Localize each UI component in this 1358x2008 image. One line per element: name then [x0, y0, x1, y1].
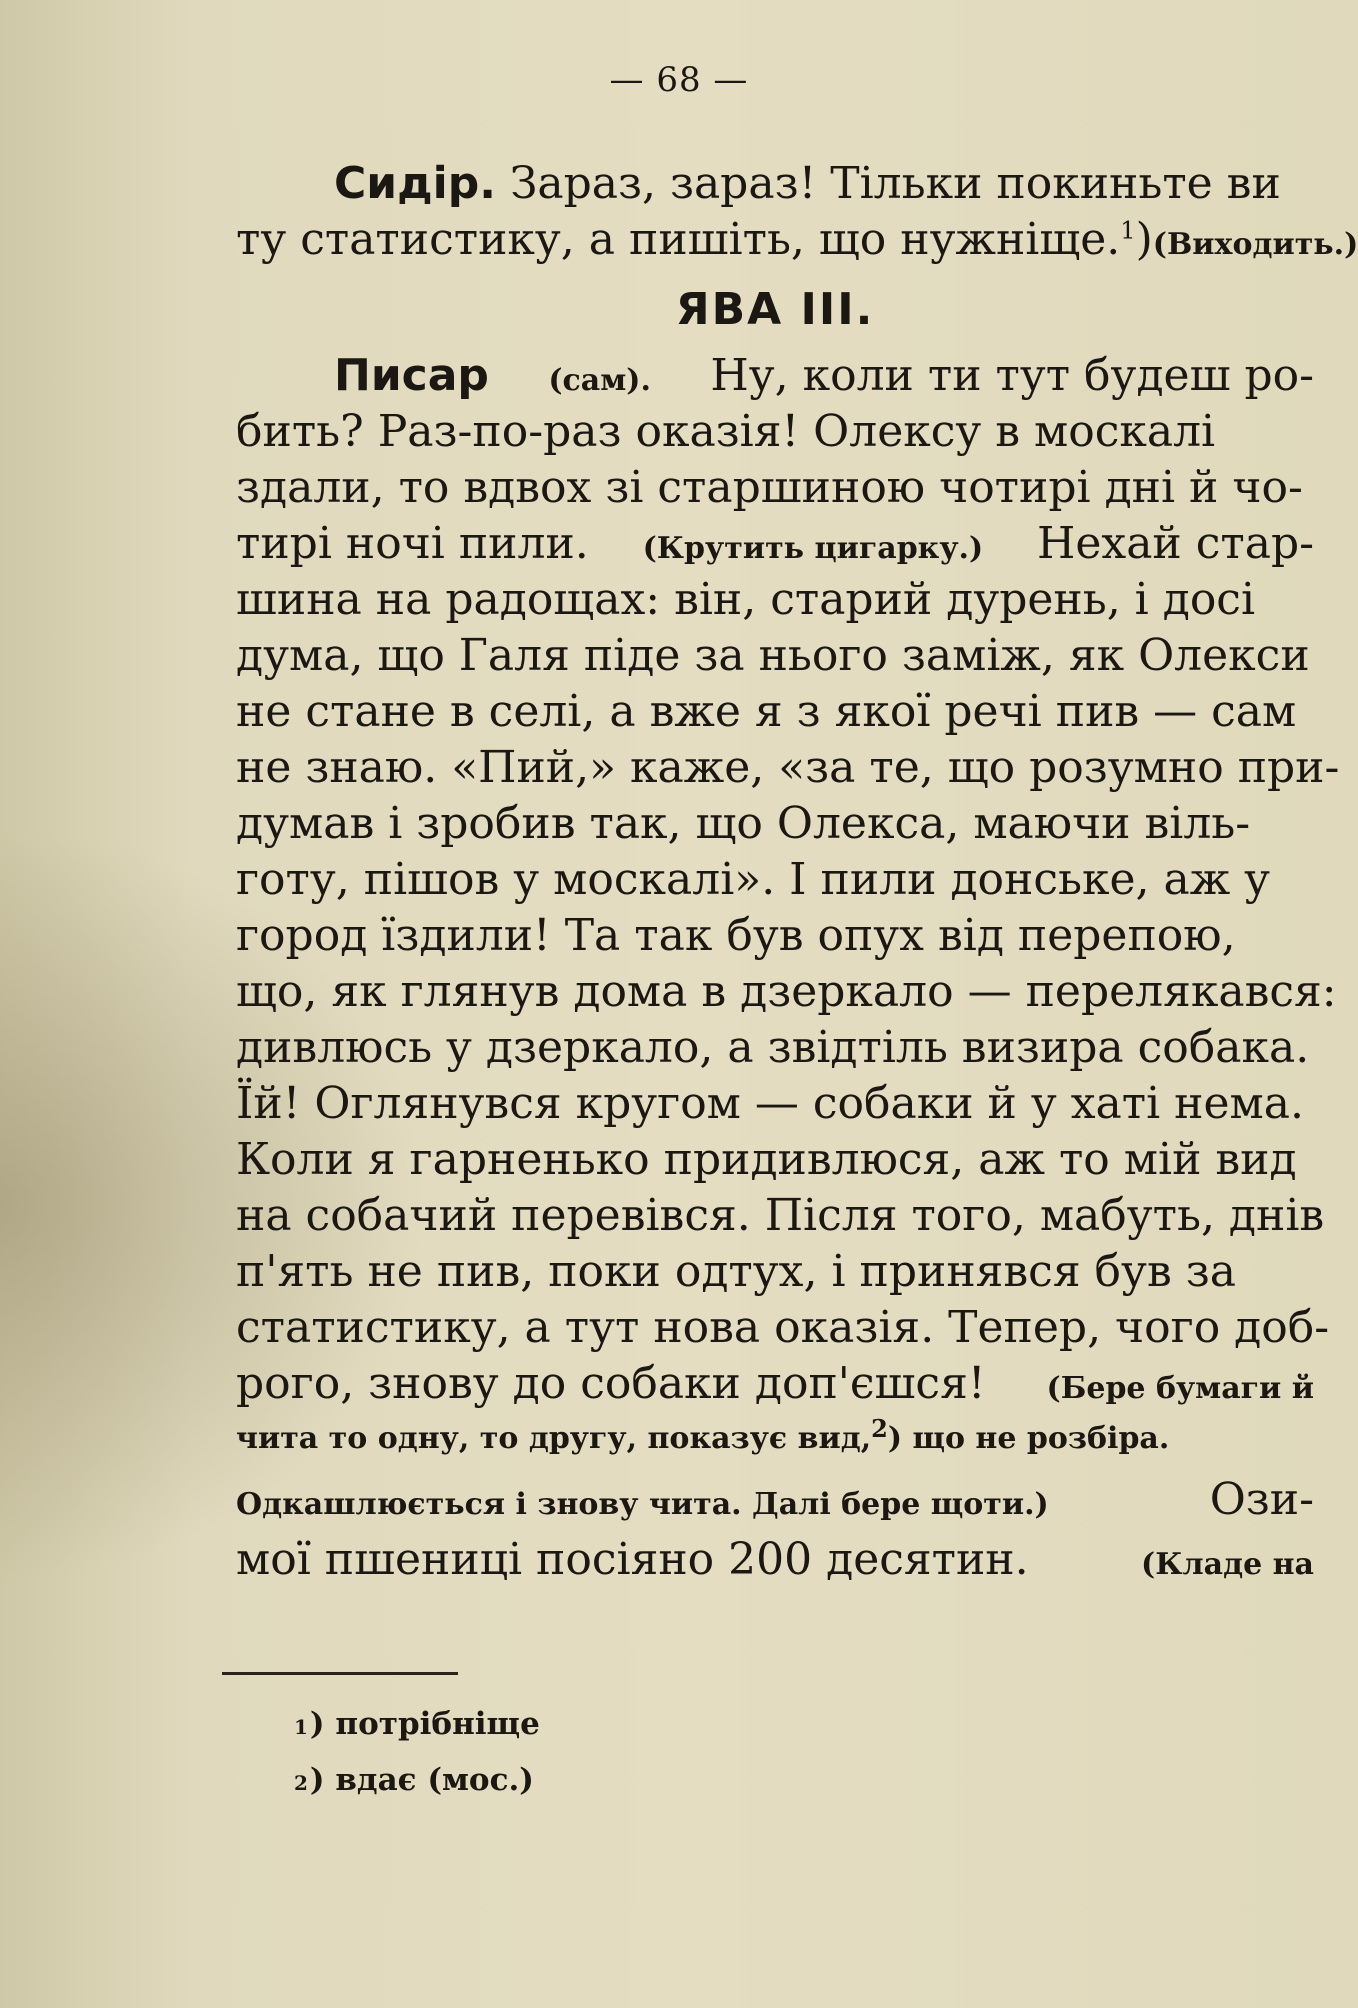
- text-line: [236, 1246, 1314, 1302]
- line-text: статистику, а тут нова оказія. Тепер, чого доб-: [236, 1302, 1330, 1353]
- stage-direction: (Бере бумаги й: [1046, 1371, 1314, 1406]
- line-text: Нехай стар-: [1036, 518, 1314, 569]
- text-line: [236, 1474, 1314, 1534]
- text-line: [236, 1078, 1314, 1134]
- line-text: дума, що Галя піде за нього заміж, як Олекси: [236, 630, 1310, 681]
- page-number: — 68 —: [609, 60, 749, 100]
- text-line: [236, 798, 1314, 854]
- footnote-mark: 1: [294, 1715, 308, 1739]
- line-text: город їздили! Та так був опух від перепою,: [236, 910, 1236, 961]
- text-line: [236, 686, 1314, 742]
- line-text: Ну, коли ти тут будеш ро-: [710, 350, 1314, 401]
- stage-direction: (Крутить цигарку.): [642, 531, 984, 566]
- line-text: Їй! Оглянувся кругом — собаки й у хаті нема.: [236, 1078, 1304, 1129]
- stage-direction: (сам).: [548, 363, 651, 398]
- speaker-name: Сидір.: [334, 158, 496, 209]
- line-text: Коли я гарненько придивлюся, аж то мій вид: [236, 1134, 1297, 1185]
- footnotes: [294, 1706, 540, 1818]
- line-text: що, як глянув дома в дзеркало — перелякався:: [236, 966, 1337, 1017]
- line-text: ): [1135, 214, 1153, 265]
- scene-heading: ЯВА III.: [675, 284, 875, 335]
- footnote-text: ) потрібніще: [309, 1706, 540, 1742]
- text-line: [236, 1534, 1314, 1590]
- line-text: не стане в селі, а вже я з якої речі пив — сам: [236, 686, 1297, 737]
- text-line: [236, 854, 1314, 910]
- text-line: [236, 350, 1314, 406]
- text-line: [236, 910, 1314, 966]
- text-line: [236, 1358, 1314, 1414]
- footnote-ref: 2: [871, 1414, 888, 1443]
- text-line: [236, 574, 1314, 630]
- footnote-text: ) вдає (мос.): [309, 1762, 534, 1798]
- line-text: готу, пішов у москалі». І пили донське, аж у: [236, 854, 1271, 905]
- line-text: рого, знову до собаки доп'єшся!: [236, 1358, 986, 1409]
- text-line: [236, 1302, 1330, 1358]
- text-line: [236, 214, 1358, 270]
- stage-direction: ) що не розбіра.: [887, 1421, 1170, 1456]
- footnote-ref: 1: [1120, 216, 1136, 245]
- speaker-name: Писар: [334, 350, 489, 401]
- line-text: думав і зробив так, що Олекса, маючи віль-: [236, 798, 1251, 849]
- text-line: [236, 518, 1314, 574]
- line-text: мої пшениці посіяно 200 десятин.: [236, 1534, 1029, 1585]
- text-line: [236, 1414, 1314, 1474]
- line-text: на собачий перевівся. Після того, мабуть, днів: [236, 1190, 1325, 1241]
- line-text: Зараз, зараз! Тільки покиньте ви: [495, 158, 1281, 209]
- stage-direction: Одкашлюється і знову чита. Далі бере щоти.): [236, 1487, 1049, 1522]
- line-text: Ози-: [1209, 1474, 1314, 1525]
- line-text: здали, то вдвох зі старшиною чотирі дні й чо-: [236, 462, 1303, 513]
- text-line: [236, 1190, 1325, 1246]
- text-line: [236, 462, 1314, 518]
- play-text: [236, 158, 1358, 1590]
- stage-direction: чита то одну, то другу, показує вид,: [236, 1421, 872, 1456]
- line-text: не знаю. «Пий,» каже, «за те, що розумно при-: [236, 742, 1340, 793]
- line-text: бить? Раз-по-раз оказія! Олексу в москалі: [236, 406, 1216, 457]
- text-line: [236, 1022, 1314, 1078]
- footnote-divider: [222, 1672, 458, 1675]
- text-line: [236, 742, 1340, 798]
- footnote: [294, 1762, 540, 1818]
- text-line: [236, 1134, 1314, 1190]
- footnote: [294, 1706, 540, 1762]
- stage-direction: (Кладе на: [1141, 1547, 1314, 1582]
- line-text: тирі ночі пили.: [236, 518, 589, 569]
- text-line: [236, 158, 1314, 214]
- text-line: [236, 406, 1314, 462]
- text-line: [236, 966, 1337, 1022]
- line-text: п'ять не пив, поки одтух, і принявся був за: [236, 1246, 1236, 1297]
- text-line: [236, 630, 1314, 686]
- stage-direction: (Виходить.): [1152, 227, 1358, 262]
- footnote-mark: 2: [294, 1771, 308, 1795]
- line-text: дивлюсь у дзеркало, а звідтіль визира собака.: [236, 1022, 1310, 1073]
- line-text: шина на радощах: він, старий дурень, і досі: [236, 574, 1256, 625]
- line-text: ту статистику, а пишіть, що нужніще.: [236, 214, 1121, 265]
